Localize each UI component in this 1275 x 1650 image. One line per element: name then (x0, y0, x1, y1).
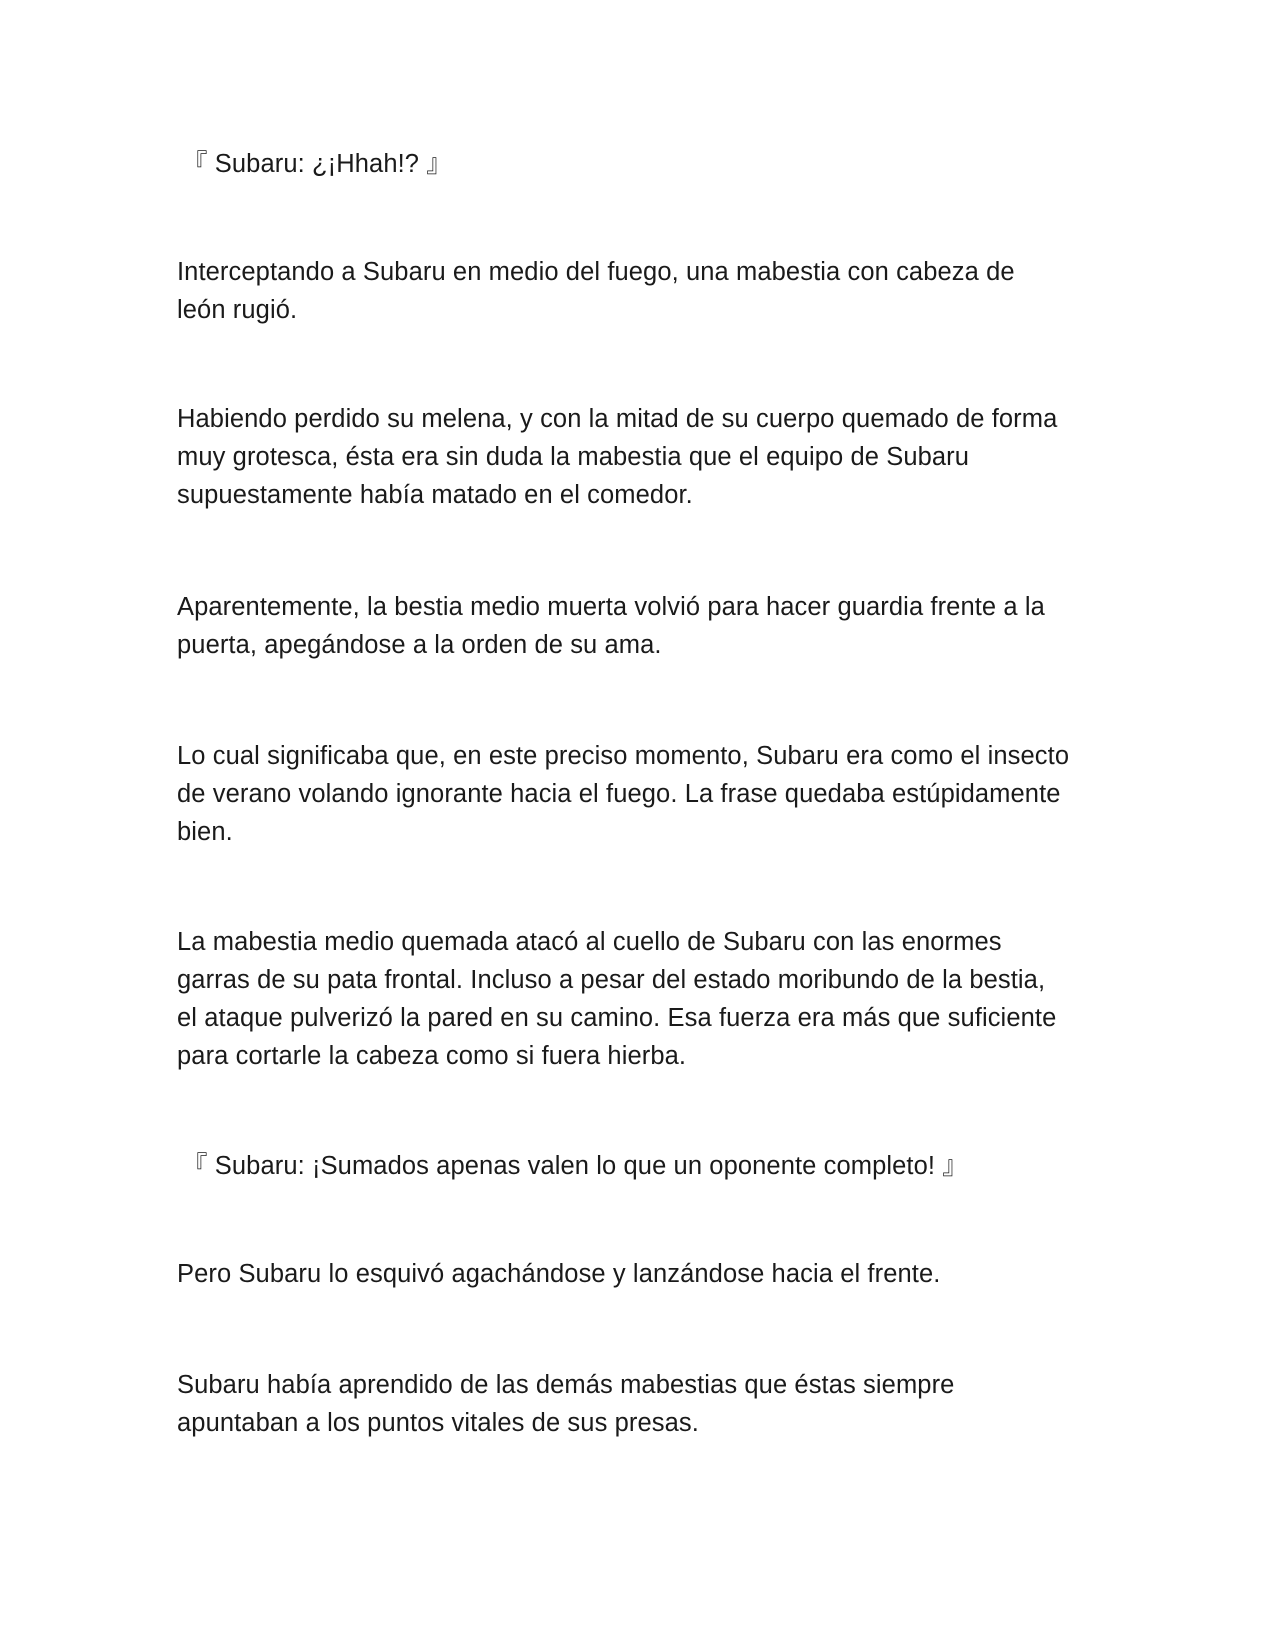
text-line: el ataque pulverizó la pared en su camino. Esa fuerza era más que suficiente (177, 1004, 1057, 1032)
dialogue-paragraph (182, 1147, 1112, 1185)
narration-paragraph (177, 400, 1107, 514)
text-line: muy grotesca, ésta era sin duda la mabestia que el equipo de Subaru (177, 443, 970, 471)
text-line: Subaru había aprendido de las demás mabestias que éstas siempre (177, 1371, 955, 1399)
dialogue-paragraph (182, 145, 1112, 183)
text-line: 『 Subaru: ¡Sumados apenas valen lo que un oponente completo! 』 (182, 1152, 968, 1180)
text-line: garras de su pata frontal. Incluso a pesar del estado moribundo de la bestia, (177, 966, 1046, 994)
text-line: Lo cual significaba que, en este preciso momento, Subaru era como el insecto (177, 742, 1070, 770)
text-line: Pero Subaru lo esquivó agachándose y lanzándose hacia el frente. (177, 1260, 941, 1288)
text-line: Aparentemente, la bestia medio muerta volvió para hacer guardia frente a la (177, 593, 1045, 621)
text-line: Habiendo perdido su melena, y con la mitad de su cuerpo quemado de forma (177, 405, 1058, 433)
text-line: león rugió. (177, 296, 298, 324)
text-line: apuntaban a los puntos vitales de sus presas. (177, 1409, 699, 1437)
text-line: de verano volando ignorante hacia el fuego. La frase quedaba estúpidamente (177, 780, 1061, 808)
narration-paragraph (177, 253, 1107, 329)
text-line: Interceptando a Subaru en medio del fuego, una mabestia con cabeza de (177, 258, 1015, 286)
text-line: 『 Subaru: ¿¡Hhah!? 』 (182, 150, 452, 178)
narration-paragraph (177, 1255, 1107, 1293)
text-line: bien. (177, 818, 233, 846)
text-line: puerta, apegándose a la orden de su ama. (177, 631, 662, 659)
narration-paragraph (177, 588, 1107, 664)
text-line: supuestamente había matado en el comedor. (177, 481, 693, 509)
narration-paragraph (177, 737, 1107, 851)
text-line: La mabestia medio quemada atacó al cuello de Subaru con las enormes (177, 928, 1002, 956)
narration-paragraph (177, 923, 1107, 1075)
narration-paragraph (177, 1366, 1107, 1442)
text-line: para cortarle la cabeza como si fuera hierba. (177, 1042, 687, 1070)
